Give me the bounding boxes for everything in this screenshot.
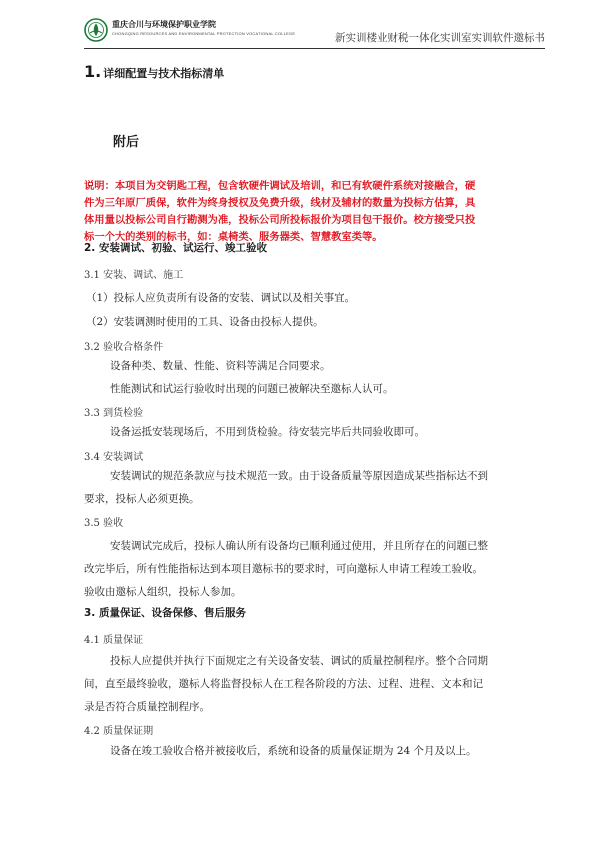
- paragraph: 安装调试的规范条款应与技术规范一致。由于设备质量等原因造成某些指标达不到: [110, 470, 488, 482]
- subsection-4-2: 4.2 质量保证期: [84, 726, 154, 737]
- appendix-label: 附后: [113, 135, 140, 150]
- notice-line: 标一个大的类别的标书，如：桌椅类、服务器类、智慧教室类等。: [84, 231, 383, 243]
- section-1-number: 1.: [84, 62, 102, 81]
- section-1-heading: [84, 62, 224, 81]
- org-subtitle: CHONGQING RESOURCES AND ENVIRONMENTAL PROTECTION VOCATIONAL COLLEGE: [112, 31, 296, 36]
- notice-line: 件为三年原厂质保，软件为终身授权及免费升级，线材及辅材的数量为投标方估算，具: [84, 197, 476, 209]
- section-3-heading: 3. 质量保证、设备保修、售后服务: [84, 607, 246, 619]
- notice-line: 体用量以投标公司自行勘测为准，投标公司所投标报价为项目包干报价。校方接受只投: [84, 214, 476, 226]
- paragraph: 间，直至最终验收，邀标人将监督投标人在工程各阶段的方法、过程、进程、文本和记: [84, 678, 483, 690]
- project-notice: [84, 178, 547, 246]
- paragraph: （1）投标人应负责所有设备的安装、调试以及相关事宜。: [86, 292, 356, 304]
- paragraph: 要求，投标人必须更换。: [84, 493, 200, 505]
- paragraph: 改完毕后，所有性能指标达到本项目邀标书的要求时，可向邀标人申请工程竣工验收。: [84, 563, 483, 575]
- paragraph: 安装调试完成后，投标人确认所有设备均已顺利通过使用，并且所存在的问题已整: [110, 540, 488, 552]
- subsection-3-5: 3.5 验收: [84, 518, 124, 529]
- paragraph: 性能测试和试运行验收时出现的问题已被解决至邀标人认可。: [110, 383, 394, 395]
- subsection-3-2: 3.2 验收合格条件: [84, 342, 164, 353]
- paragraph: 设备种类、数量、性能、资料等满足合同要求。: [110, 360, 331, 372]
- section-2-heading: 2. 安装调试、初验、试运行、竣工验收: [84, 242, 267, 254]
- paragraph: 设备在竣工验收合格并被接收后，系统和设备的质量保证期为 24 个月及以上。: [110, 745, 477, 757]
- subsection-4-1: 4.1 质量保证: [84, 635, 144, 646]
- notice-line: 说明：本项目为交钥匙工程，包含软硬件调试及培训，和已有软硬件系统对接融合，硬: [84, 180, 476, 192]
- paragraph: 验收由邀标人组织，投标人参加。: [84, 586, 242, 598]
- paragraph: 设备运抵安装现场后，不用到货检验。待安装完毕后共同验收即可。: [110, 426, 425, 438]
- section-1-title: 详细配置与技术指标清单: [103, 67, 225, 80]
- college-logo-icon: [84, 18, 108, 42]
- page-header: [84, 16, 545, 49]
- paragraph: 投标人应提供并执行下面规定之有关设备安装、调试的质量控制程序。整个合同期: [110, 655, 488, 667]
- document-title: 新实训楼业财税一体化实训室实训软件邀标书: [335, 32, 545, 44]
- paragraph: 录是否符合质量控制程序。: [84, 701, 210, 713]
- subsection-3-4: 3.4 安装调试: [84, 452, 144, 463]
- subsection-3-1: 3.1 安装、调试、施工: [84, 270, 184, 281]
- org-name: 重庆合川与环境保护职业学院: [112, 19, 216, 29]
- paragraph: （2）安装调测时使用的工具、设备由投标人提供。: [86, 316, 324, 328]
- subsection-3-3: 3.3 到货检验: [84, 408, 144, 419]
